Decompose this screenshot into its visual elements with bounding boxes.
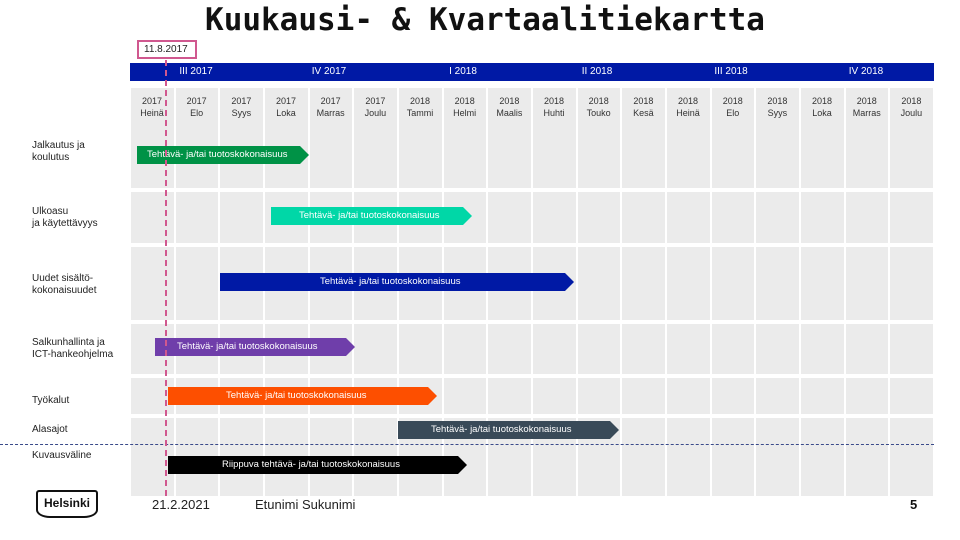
page-number: 5 [910,497,918,512]
row-label [32,206,98,230]
row-label-line: koulutus [32,152,70,163]
quarter-label: III 2017 [130,63,262,81]
month-year: 2018 [812,96,833,106]
row-label [32,273,97,297]
task-bar[interactable] [398,421,610,439]
task-bar-label: Tehtävä- ja/tai tuotoskokonaisuus [431,424,572,435]
month-name: Joulu [900,108,923,118]
month-name: Heinä [676,108,700,118]
task-bar-label: Tehtävä- ja/tai tuotoskokonaisuus [320,276,461,287]
month-name: Touko [586,108,611,118]
month-label [490,95,528,119]
month-label [267,95,305,119]
month-year: 2018 [722,96,743,106]
row-separator [0,188,934,192]
month-year: 2018 [767,96,788,106]
month-label [892,95,930,119]
footer-author: Etunimi Sukunimi [255,497,356,512]
task-bar[interactable] [220,273,565,291]
task-bar[interactable] [271,207,463,225]
month-label [222,95,260,119]
month-name: Elo [190,108,204,118]
month-label [401,95,439,119]
month-name: Kesä [633,108,654,118]
bar-arrow-tip [565,273,574,291]
month-name: Marras [852,108,881,118]
month-name: Huhti [543,108,565,118]
month-label [312,95,350,119]
quarter-label: II 2018 [530,63,664,81]
month-label [758,95,796,119]
month-year: 2018 [633,96,654,106]
month-year: 2018 [901,96,922,106]
month-column [846,88,889,496]
row-label-line: Salkunhallinta ja [32,337,105,348]
row-label-line: ICT-hankeohjelma [32,349,114,360]
month-label [446,95,484,119]
month-name: Joulu [364,108,387,118]
row-label [32,395,69,407]
today-marker-label: 11.8.2017 [137,40,197,59]
month-label [178,95,216,119]
row-label [32,424,68,436]
month-label [624,95,662,119]
month-label [580,95,618,119]
month-year: 2018 [678,96,699,106]
row-separator [0,320,934,324]
page-title: Kuukausi- & Kvartaalitiekartta [205,2,765,38]
today-marker-line [165,60,167,496]
month-year: 2018 [544,96,565,106]
month-year: 2017 [365,96,386,106]
task-bar-label: Tehtävä- ja/tai tuotoskokonaisuus [147,149,288,160]
row-label-line: Ulkoasu [32,206,69,217]
month-column [667,88,710,496]
month-name: Tammi [406,108,434,118]
row-label-line: Uudet sisältö- [32,273,94,284]
footer-date: 21.2.2021 [152,497,210,512]
month-year: 2017 [275,96,297,106]
month-label [669,95,707,119]
dependency-task-label: Riippuva tehtävä- ja/tai tuotoskokonaisuus [222,459,400,470]
month-column [310,88,353,496]
quarter-label: III 2018 [664,63,798,81]
task-bar-label: Tehtävä- ja/tai tuotoskokonaisuus [226,390,367,401]
row-separator [0,374,934,378]
quarter-label: IV 2018 [798,63,934,81]
task-bar[interactable] [168,387,428,405]
month-year: 2017 [186,96,207,106]
task-bar-label: Tehtävä- ja/tai tuotoskokonaisuus [299,210,440,221]
month-name: Loka [276,108,296,118]
bar-arrow-tip [610,421,619,439]
dependency-divider [0,444,934,445]
month-column [890,88,933,496]
month-name: Syys [231,108,252,118]
month-column [354,88,397,496]
month-name: Maalis [496,108,523,118]
month-label [535,95,573,119]
month-name: Marras [316,108,345,118]
bar-arrow-tip [346,338,355,356]
month-column [756,88,799,496]
row-label-line: Alasajot [32,424,68,435]
month-year: 2018 [410,96,431,106]
row-label-line: kokonaisuudet [32,285,97,296]
month-year: 2017 [141,96,163,106]
row-label-line: Jalkautus ja [32,140,85,151]
row-label-line: ja käytettävyys [32,218,98,229]
row-label [32,337,113,361]
month-name: Syys [767,108,788,118]
dependency-task-bar[interactable] [168,456,458,474]
month-year: 2017 [320,96,341,106]
month-name: Loka [812,108,832,118]
task-bar[interactable] [137,146,300,164]
task-bar-label: Tehtävä- ja/tai tuotoskokonaisuus [177,341,318,352]
row-label [32,140,85,164]
month-year: 2018 [856,96,877,106]
month-label [356,95,394,119]
bar-arrow-tip [458,456,467,474]
bar-arrow-tip [300,146,309,164]
dependency-row-label: Kuvausväline [32,450,92,461]
quarter-label: I 2018 [396,63,530,81]
month-name: Helmi [453,108,477,118]
month-year: 2018 [454,96,475,106]
task-bar[interactable] [155,338,346,356]
month-label [848,95,886,119]
row-label-line: Työkalut [32,395,70,406]
row-separator [0,243,934,247]
quarter-label: IV 2017 [262,63,396,81]
month-column [801,88,844,496]
month-label [803,95,841,119]
month-column [712,88,755,496]
month-year: 2017 [231,96,252,106]
month-label [714,95,752,119]
helsinki-logo: Helsinki [36,490,98,518]
row-separator [0,414,934,418]
bar-arrow-tip [428,387,437,405]
month-year: 2018 [588,96,609,106]
bar-arrow-tip [463,207,472,225]
month-column [622,88,665,496]
month-name: Heinä [140,108,164,118]
month-name: Elo [726,108,740,118]
month-year: 2018 [499,96,520,106]
